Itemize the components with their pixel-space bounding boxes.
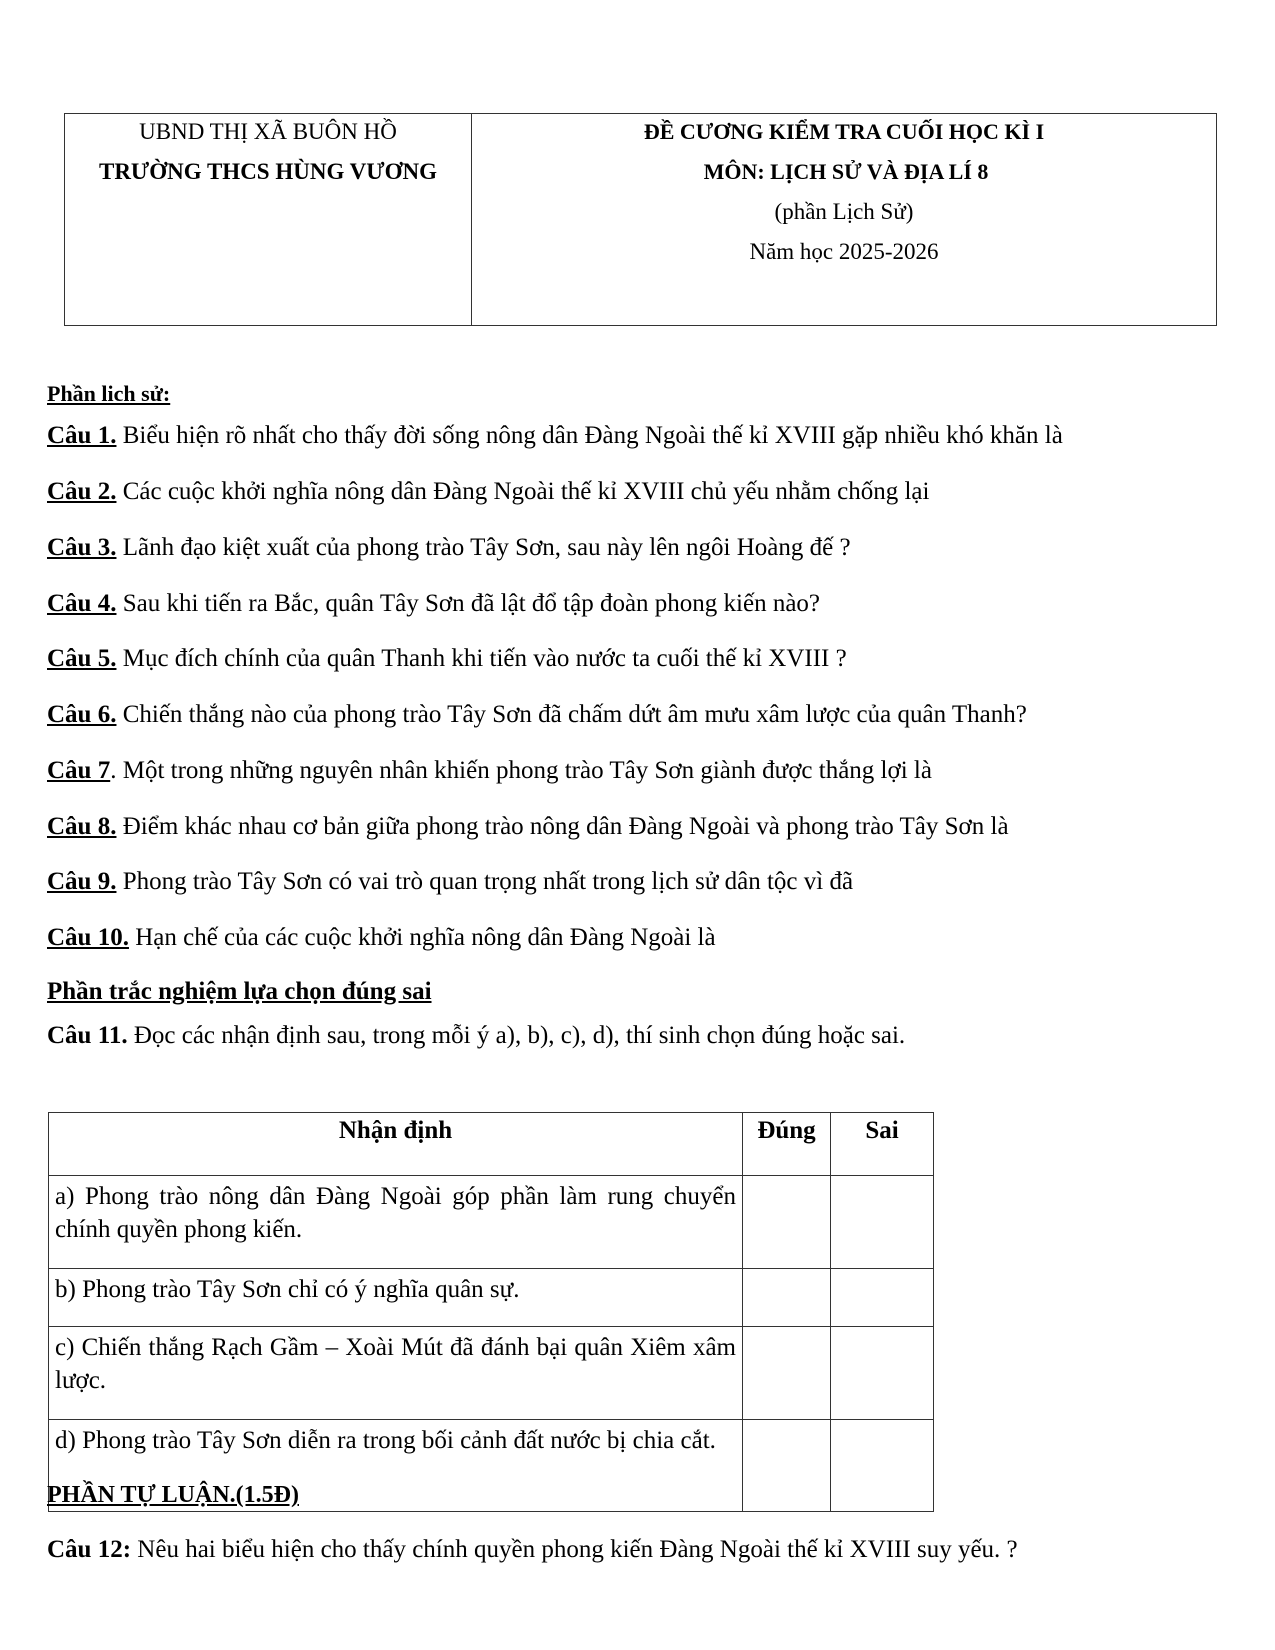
question-number: Câu 9. <box>47 868 117 895</box>
question-number: Câu 2. <box>47 478 117 505</box>
statement-c: c) Chiến thắng Rạch Gầm – Xoài Mút đã đánh bại quân Xiêm xâm lược. <box>49 1327 743 1420</box>
question-7 <box>47 756 932 786</box>
school-year: Năm học 2025-2026 <box>749 239 939 264</box>
true-false-table <box>48 1112 934 1512</box>
question-text: Chiến thắng nào của phong trào Tây Sơn đã chấm dứt âm mưu xâm lược của quân Thanh? <box>116 701 1027 728</box>
question-text: Lãnh đạo kiệt xuất của phong trào Tây Sơn, sau này lên ngôi Hoàng đế ? <box>116 534 851 561</box>
question-text: Điểm khác nhau cơ bản giữa phong trào nông dân Đàng Ngoài và phong trào Tây Sơn là <box>116 813 1009 840</box>
question-text: Nêu hai biểu hiện cho thấy chính quyền phong kiến Đàng Ngoài thế kỉ XVIII suy yếu. ? <box>131 1536 1018 1563</box>
false-cell-b[interactable] <box>831 1269 934 1327</box>
subject-name: MÔN: LỊCH SỬ VÀ ĐỊA LÍ 8 <box>703 159 989 184</box>
header-right-cell <box>472 114 1217 326</box>
header-false: Sai <box>831 1113 934 1176</box>
question-text: Sau khi tiến ra Bắc, quân Tây Sơn đã lật đổ tập đoàn phong kiến nào? <box>116 590 821 617</box>
table-header-row <box>49 1113 934 1176</box>
true-cell-c[interactable] <box>743 1327 831 1420</box>
question-text: Đọc các nhận định sau, trong mỗi ý a), b), c), d), thí sinh chọn đúng hoặc sai. <box>127 1022 906 1049</box>
question-4 <box>47 589 820 619</box>
question-number: Câu 8. <box>47 813 117 840</box>
statement-d: d) Phong trào Tây Sơn diễn ra trong bối cảnh đất nước bị chia cắt. <box>49 1420 743 1512</box>
question-text: Các cuộc khởi nghĩa nông dân Đàng Ngoài thế kỉ XVIII chủ yếu nhằm chống lại <box>116 478 930 505</box>
question-text: . Một trong những nguyên nhân khiến phong trào Tây Sơn giành được thắng lợi là <box>110 757 932 784</box>
question-5 <box>47 644 847 674</box>
school-name: TRƯỜNG THCS HÙNG VƯƠNG <box>98 159 437 184</box>
header-statement: Nhận định <box>49 1113 743 1176</box>
question-10 <box>47 923 716 953</box>
question-number: Câu 12: <box>47 1536 132 1563</box>
question-11 <box>47 1021 905 1051</box>
section-history-title: Phần lich sử: <box>47 381 171 406</box>
question-12 <box>47 1535 1018 1565</box>
table-row <box>49 1176 934 1269</box>
false-cell-d[interactable] <box>831 1420 934 1512</box>
question-text: Phong trào Tây Sơn có vai trò quan trọng nhất trong lịch sử dân tộc vì đã <box>116 868 854 895</box>
true-cell-d[interactable] <box>743 1420 831 1512</box>
question-number: Câu 3. <box>47 534 117 561</box>
question-number: Câu 6. <box>47 701 117 728</box>
false-cell-a[interactable] <box>831 1176 934 1269</box>
question-number: Câu 7 <box>47 757 111 784</box>
question-number: Câu 4. <box>47 590 117 617</box>
statement-b: b) Phong trào Tây Sơn chỉ có ý nghĩa quân sự. <box>49 1269 743 1327</box>
table-row <box>49 1327 934 1420</box>
question-2 <box>47 477 929 507</box>
question-number: Câu 5. <box>47 645 117 672</box>
section-essay-title: PHẦN TỰ LUẬN.(1.5Đ) <box>47 1482 299 1508</box>
true-cell-b[interactable] <box>743 1269 831 1327</box>
section-true-false-title: Phần trắc nghiệm lựa chọn đúng sai <box>47 978 432 1005</box>
question-3 <box>47 533 851 563</box>
question-text: Hạn chế của các cuộc khởi nghĩa nông dân Đàng Ngoài là <box>128 924 716 951</box>
question-6 <box>47 700 1027 730</box>
header-true: Đúng <box>743 1113 831 1176</box>
table-row <box>49 1269 934 1327</box>
question-text: Biểu hiện rõ nhất cho thấy đời sống nông dân Đàng Ngoài thế kỉ XVIII gặp nhiều khó khăn là <box>116 422 1063 449</box>
false-cell-c[interactable] <box>831 1327 934 1420</box>
question-number: Câu 10. <box>47 924 129 951</box>
question-8 <box>47 812 1009 842</box>
question-1 <box>47 421 1063 451</box>
header-left-cell <box>65 114 472 326</box>
question-number: Câu 11. <box>47 1022 128 1049</box>
header-table <box>64 113 1217 326</box>
question-number: Câu 1. <box>47 422 117 449</box>
district-name: UBND THỊ XÃ BUÔN HỒ <box>139 119 397 144</box>
statement-a: a) Phong trào nông dân Đàng Ngoài góp phần làm rung chuyển chính quyền phong kiến. <box>49 1176 743 1269</box>
question-9 <box>47 867 853 897</box>
true-cell-a[interactable] <box>743 1176 831 1269</box>
question-text: Mục đích chính của quân Thanh khi tiến vào nước ta cuối thế kỉ XVIII ? <box>116 645 847 672</box>
document-title: ĐỀ CƯƠNG KIỂM TRA CUỐI HỌC KÌ I <box>643 119 1045 144</box>
subject-part: (phần Lịch Sử) <box>774 199 914 224</box>
